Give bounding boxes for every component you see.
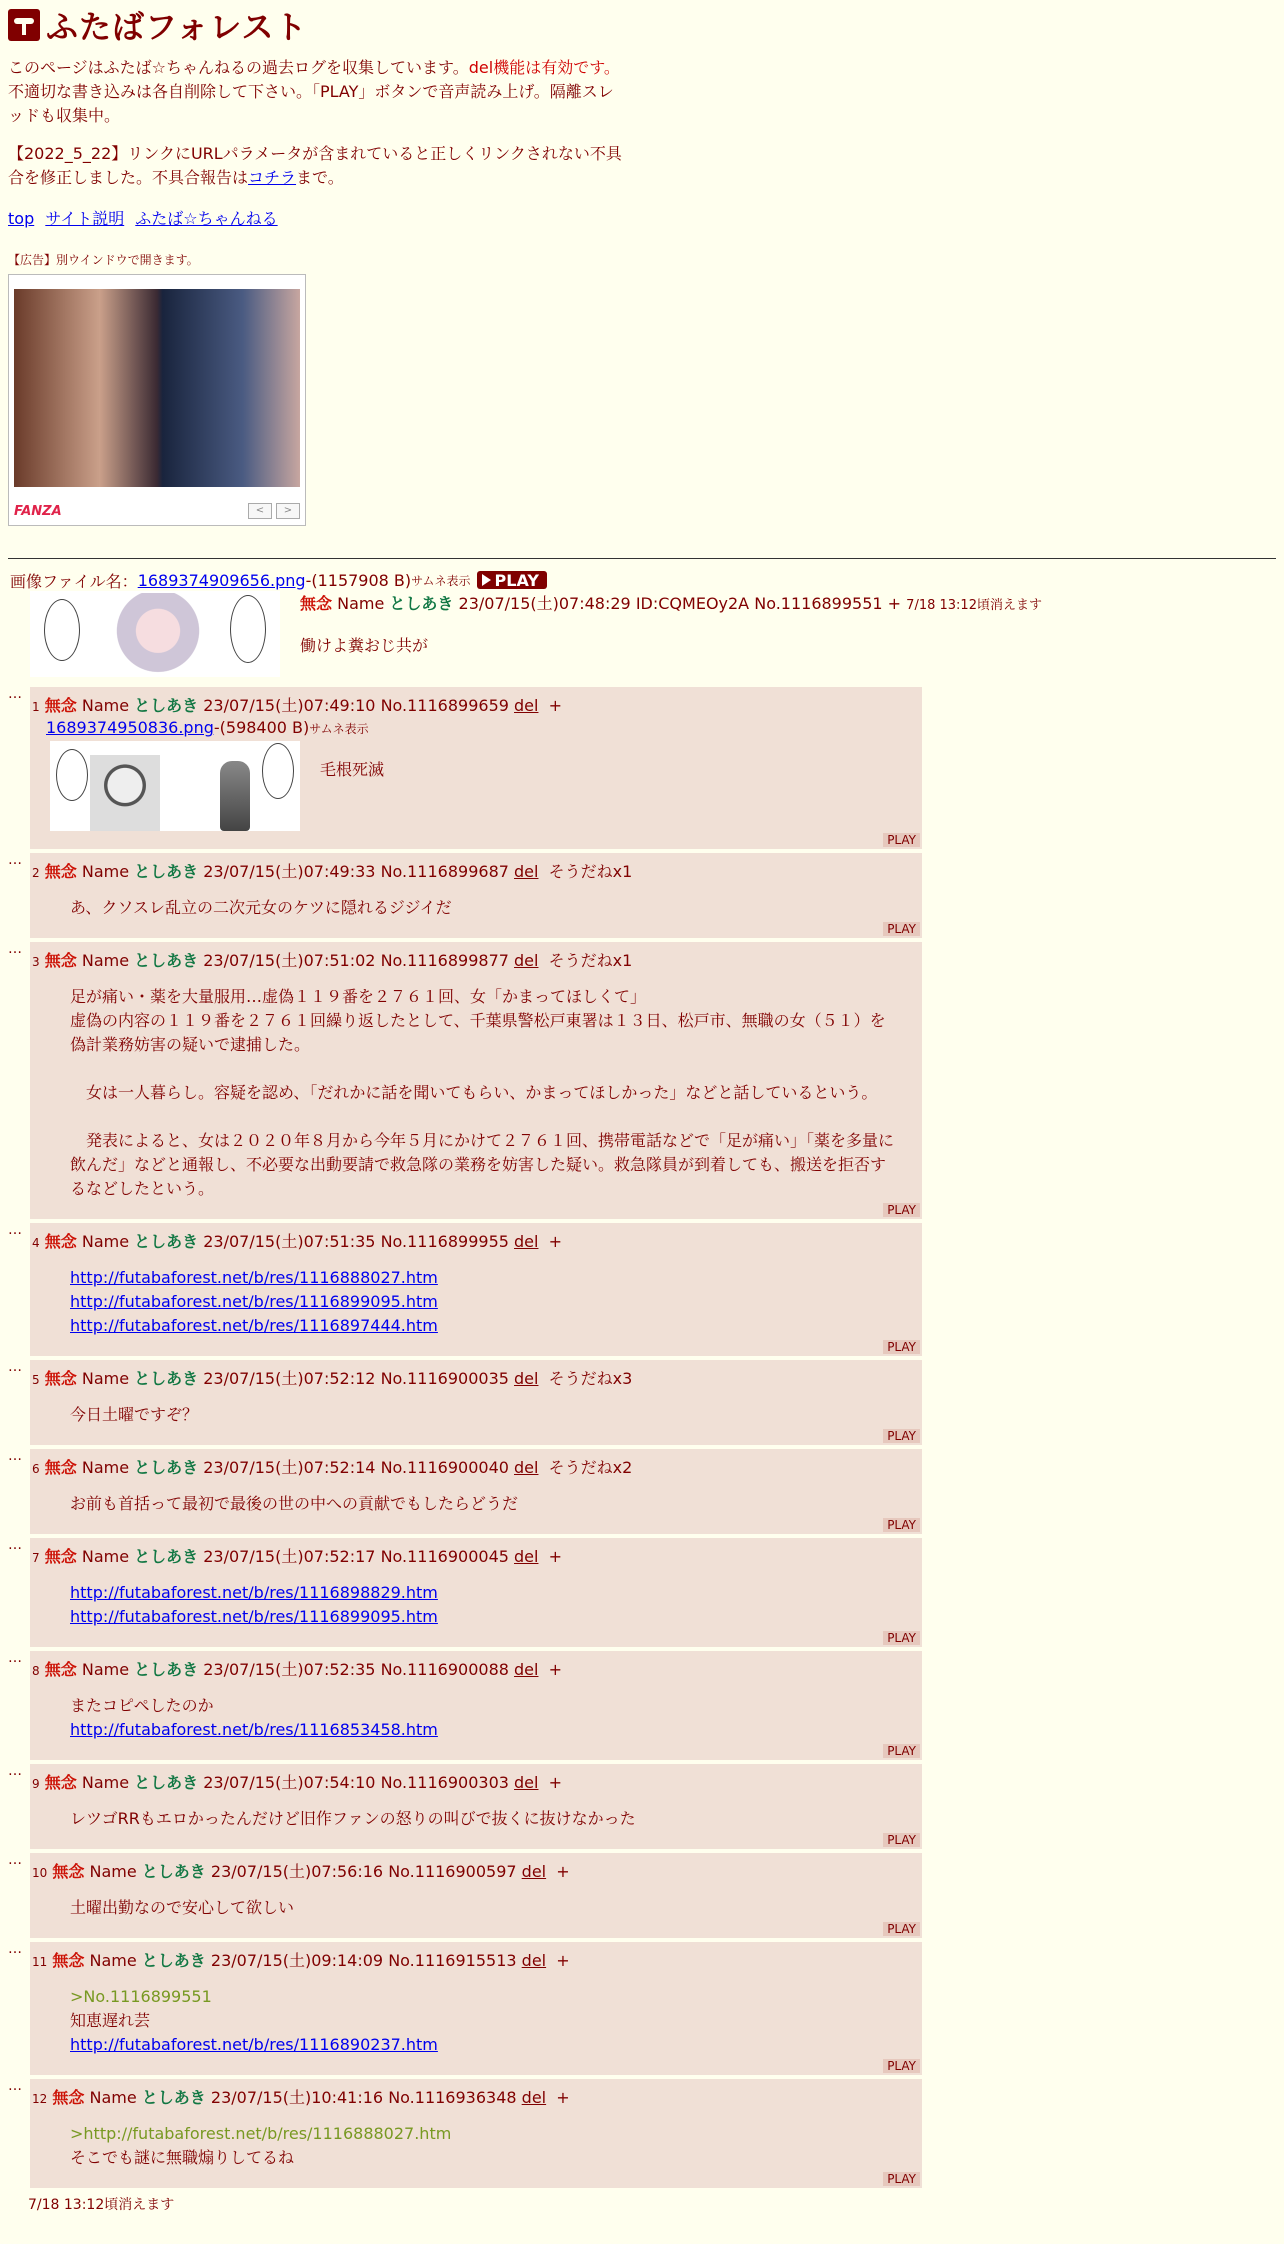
reply-message-block [70, 1694, 900, 1742]
reply-del-button[interactable]: del [514, 1232, 539, 1251]
reply-del-button[interactable]: del [521, 1951, 547, 1970]
reply-subject: 無念 [52, 1862, 85, 1881]
reply-post [30, 942, 922, 1219]
reply-number: 4 [32, 1236, 40, 1250]
reply-del-button[interactable]: del [514, 862, 539, 881]
notice-tail: まで。 [296, 168, 344, 187]
op-name-label: Name [337, 594, 385, 613]
op-file-size: -(1157908 B) [305, 570, 412, 590]
reply-row [8, 1764, 1276, 1849]
reply-message-block [70, 896, 900, 920]
reply-menu-icon[interactable]: … [8, 1537, 22, 1553]
reply-message-block [70, 1492, 900, 1516]
reply-row [8, 1449, 1276, 1534]
reply-file-link[interactable]: 1689374950836.png [46, 718, 214, 737]
ad-image[interactable] [14, 289, 300, 487]
reply-menu-icon[interactable]: … [8, 1448, 22, 1464]
reply-number: 10 [32, 1866, 48, 1880]
reply-sodane-button[interactable]: + [556, 2088, 570, 2107]
reply-subject: 無念 [44, 1369, 77, 1388]
nav-about-link[interactable]: サイト説明 [45, 209, 125, 228]
reply-header [32, 693, 922, 716]
reply-post [30, 853, 922, 938]
reply-row [8, 853, 1276, 938]
reply-thread-link[interactable]: http://futabaforest.net/b/res/1116897444.htm [70, 1316, 438, 1335]
thread-footer: 7/18 13:12頃消えます [28, 2197, 175, 2213]
ad-banner[interactable] [8, 274, 306, 526]
reply-post-no[interactable]: No.1116900035 [380, 1369, 509, 1388]
reply-sodane-button[interactable]: + [556, 1951, 570, 1970]
reply-row [8, 1360, 1276, 1445]
ad-nav [248, 503, 300, 519]
reply-poster-name: としあき [134, 951, 199, 970]
site-name[interactable]: ふたばフォレスト [46, 8, 308, 46]
thread-divider [8, 558, 1276, 559]
reply-sodane-button[interactable]: + [548, 1547, 563, 1566]
ad-prev-icon[interactable]: < [248, 503, 272, 519]
reply-number: 1 [32, 700, 40, 714]
reply-thread-link[interactable]: http://futabaforest.net/b/res/1116899095.htm [70, 1607, 438, 1626]
reply-message-block [70, 1985, 900, 2057]
reply-poster-name: としあき [134, 1773, 199, 1792]
reply-subject: 無念 [44, 1547, 77, 1566]
reply-menu-icon[interactable]: … [8, 1763, 22, 1779]
reply-number: 2 [32, 866, 40, 880]
bugfix-notice [8, 142, 628, 190]
reply-play-button[interactable]: PLAY [883, 1922, 920, 1936]
intro-part1: このページはふたば☆ちゃんねるの過去ログを収集しています。 [8, 58, 469, 77]
reply-image-row [50, 741, 922, 831]
reply-file-size: -(598400 B) [213, 718, 310, 737]
reply-poster-name: としあき [141, 1951, 206, 1970]
reply-post [30, 1942, 922, 2075]
reply-sodane-button[interactable]: + [548, 1660, 563, 1679]
ad-next-icon[interactable]: > [276, 503, 300, 519]
reply-thread-link[interactable]: http://futabaforest.net/b/res/1116898829.htm [70, 1583, 438, 1602]
reply-name-label: Name [81, 1547, 130, 1566]
reply-date: 23/07/15(土)07:52:35 [203, 1660, 376, 1679]
reply-name-label: Name [81, 951, 130, 970]
reply-thumb-label: サムネ表示 [309, 722, 369, 736]
reply-message-block [70, 1403, 900, 1427]
reply-post [30, 1449, 922, 1534]
reply-number: 8 [32, 1664, 40, 1678]
reply-post [30, 1538, 922, 1647]
reply-name-label: Name [81, 1232, 130, 1251]
reply-name-label: Name [89, 1862, 137, 1881]
reply-subject: 無念 [52, 2088, 85, 2107]
reply-number: 11 [32, 1955, 48, 1969]
reply-row [8, 1223, 1276, 1356]
reply-name-label: Name [81, 1369, 130, 1388]
reply-name-label: Name [81, 1773, 130, 1792]
op-header [300, 591, 1042, 614]
reply-poster-name: としあき [134, 1369, 199, 1388]
reply-post [30, 2079, 922, 2188]
reply-list [8, 687, 1276, 2188]
reply-date: 23/07/15(土)07:52:17 [203, 1547, 376, 1566]
op-sodane-button[interactable]: + [887, 594, 902, 613]
reply-menu-icon[interactable]: … [8, 686, 22, 702]
op-poster-name: としあき [389, 594, 454, 613]
reply-file-line [46, 718, 922, 737]
ad-note: 【広告】別ウインドウで開きます。 [8, 253, 199, 267]
reply-number: 12 [32, 2092, 48, 2106]
reply-header [32, 1544, 922, 1567]
reply-play-button[interactable]: PLAY [883, 1429, 920, 1443]
reply-date: 23/07/15(土)07:56:16 [210, 1862, 384, 1881]
reply-message-block [70, 1896, 900, 1920]
reply-post [30, 1853, 922, 1938]
report-link[interactable]: コチラ [248, 168, 297, 187]
reply-poster-name: としあき [141, 1862, 206, 1881]
reply-del-button[interactable]: del [514, 1660, 539, 1679]
reply-sodane-button[interactable]: そうだねx1 [548, 862, 633, 881]
reply-sodane-button[interactable]: + [548, 696, 563, 715]
reply-poster-name: としあき [134, 862, 199, 881]
reply-header [32, 1455, 922, 1478]
reply-sodane-button[interactable]: そうだねx3 [548, 1369, 633, 1388]
reply-play-button[interactable]: PLAY [883, 1518, 920, 1532]
speech-bubble-right [230, 595, 266, 663]
anime-face-image [108, 593, 208, 677]
reply-subject: 無念 [52, 1951, 85, 1970]
reply-post-no[interactable]: No.1116915513 [388, 1951, 517, 1970]
reply-post [30, 1223, 922, 1356]
reply-sodane-button[interactable]: そうだねx1 [548, 951, 633, 970]
reply-post-no[interactable]: No.1116900088 [380, 1660, 509, 1679]
reply-post-no[interactable]: No.1116900597 [388, 1862, 517, 1881]
reply-post [30, 1651, 922, 1760]
reply-row [8, 687, 1276, 849]
reply-number: 6 [32, 1462, 40, 1476]
reply-row [8, 1942, 1276, 2075]
op-id: ID:CQMEOy2A [635, 594, 750, 613]
reply-poster-name: としあき [134, 1458, 199, 1477]
reply-del-button[interactable]: del [514, 1369, 539, 1388]
reply-header [32, 948, 922, 971]
reply-play-button[interactable]: PLAY [883, 2172, 920, 2186]
op-thumbnail[interactable] [30, 591, 280, 677]
reply-post-no[interactable]: No.1116899659 [380, 696, 509, 715]
ostrich-image [220, 761, 250, 831]
reply-subject: 無念 [44, 1660, 77, 1679]
reply-date: 23/07/15(土)09:14:09 [210, 1951, 384, 1970]
reply-poster-name: としあき [134, 696, 199, 715]
reply-date: 23/07/15(土)07:51:35 [203, 1232, 376, 1251]
manga-man-image [90, 755, 160, 831]
reply-date: 23/07/15(土)10:41:16 [210, 2088, 384, 2107]
intro-text [8, 56, 628, 128]
reply-del-button[interactable]: del [514, 1458, 539, 1477]
reply-poster-name: としあき [134, 1232, 199, 1251]
reply-message-block [70, 1266, 900, 1338]
reply-header [32, 1770, 922, 1793]
reply-message-block [70, 1807, 900, 1831]
reply-message: 知恵遅れ芸 [70, 2011, 151, 2030]
reply-menu-icon[interactable]: … [8, 2078, 22, 2094]
reply-message: 今日土曜ですぞ？ [70, 1405, 199, 1424]
reply-date: 23/07/15(土)07:54:10 [203, 1773, 376, 1792]
intro-del-notice: del機能は有効です。 [468, 58, 620, 77]
reply-sodane-button[interactable]: + [556, 1862, 570, 1881]
reply-name-label: Name [81, 1660, 130, 1679]
reply-header [32, 1859, 922, 1882]
reply-play-button[interactable]: PLAY [883, 2059, 920, 2073]
reply-quote: >http://futabaforest.net/b/res/1116888027.htm [70, 2124, 452, 2143]
reply-name-label: Name [81, 1458, 130, 1477]
reply-message-block [70, 2122, 900, 2170]
reply-post-no[interactable]: No.1116900045 [380, 1547, 509, 1566]
reply-menu-icon[interactable]: … [8, 1852, 22, 1868]
op-post-no[interactable]: No.1116899551 [754, 594, 883, 613]
op-thumb-label: サムネ表示 [411, 573, 471, 588]
reply-menu-icon[interactable]: … [8, 852, 22, 868]
nav-links [8, 206, 1276, 229]
reply-number: 3 [32, 955, 40, 969]
reply-post [30, 1360, 922, 1445]
reply-subject: 無念 [44, 1232, 77, 1251]
intro-part2: 不適切な書き込みは各自削除して下さい。「PLAY」ボタンで音声読み上げ。隔離スレッドも収集中。 [8, 82, 614, 125]
reply-name-label: Name [89, 2088, 137, 2107]
speech-bubble-right [262, 743, 294, 799]
speech-bubble-left [56, 749, 88, 801]
reply-post [30, 1764, 922, 1849]
reply-date: 23/07/15(土)07:52:12 [203, 1369, 376, 1388]
file-label: 画像ファイル名： [10, 571, 138, 591]
reply-thread-link[interactable]: http://futabaforest.net/b/res/1116899095.htm [70, 1292, 438, 1311]
reply-play-button[interactable]: PLAY [883, 1203, 920, 1217]
reply-message: 足が痛い・薬を大量服用…虚偽１１９番を２７６１回、女「かまってほしくて」 虚偽の内容の１１９番を２７６１回繰り返したとして、千葉県警松戸東署は１３日、松戸市、無職の女（５１）を偽計業務妨害の疑いで逮捕した。 女は一人暮らし。容疑を認め、「だれかに話を聞いてもらい、かまってほしかった」などと話しているという。 発表によると、女は２０２０年８月から今年５月にかけて２７６１回、携帯電話などで「足が痛い」「薬を多量に飲んだ」などと通報し、不必要な出動要請で救急隊の業務を妨害した疑い。救急隊員が到着しても、搬送を拒否するなどしたという。 [70, 987, 895, 1198]
op-subject: 無念 [300, 594, 333, 613]
reply-thumbnail[interactable] [50, 741, 300, 831]
reply-del-button[interactable]: del [521, 1862, 547, 1881]
reply-del-button[interactable]: del [514, 951, 539, 970]
reply-header [32, 1657, 922, 1680]
reply-subject: 無念 [44, 1773, 77, 1792]
reply-row [8, 942, 1276, 1219]
reply-play-button[interactable]: PLAY [883, 1744, 920, 1758]
reply-row [8, 1853, 1276, 1938]
reply-menu-icon[interactable]: … [8, 1650, 22, 1666]
reply-thread-link[interactable]: http://futabaforest.net/b/res/1116890237.htm [70, 2035, 438, 2054]
reply-message-block [70, 1581, 900, 1629]
site-header [8, 6, 1276, 44]
reply-thread-link[interactable]: http://futabaforest.net/b/res/1116853458.htm [70, 1720, 438, 1739]
reply-message: またコピペしたのか [70, 1696, 214, 1715]
reply-poster-name: としあき [134, 1660, 199, 1679]
reply-row [8, 1651, 1276, 1760]
notice-text: 【2022_5_22】リンクにURLパラメータが含まれていると正しくリンクされない不具合を修正しました。不具合報告は [8, 144, 622, 187]
op-post [8, 591, 1276, 683]
reply-header [32, 1948, 922, 1971]
op-date: 23/07/15(土)07:48:29 [458, 594, 631, 613]
reply-message: お前も首括って最初で最後の世の中への貢献でもしたらどうだ [70, 1494, 519, 1513]
reply-message: そこでも謎に無職煽りしてるね [70, 2148, 295, 2167]
reply-play-button[interactable]: PLAY [883, 833, 920, 847]
reply-poster-name: としあき [134, 1547, 199, 1566]
reply-quote: >No.1116899551 [70, 1987, 212, 2006]
reply-number: 7 [32, 1551, 40, 1565]
reply-message-block [70, 985, 900, 1201]
reply-menu-icon[interactable]: … [8, 1359, 22, 1375]
reply-number: 9 [32, 1777, 40, 1791]
reply-header [32, 1366, 922, 1389]
reply-date: 23/07/15(土)07:52:14 [203, 1458, 376, 1477]
op-expire: 7/18 13:12頃消えます [906, 598, 1042, 613]
reply-name-label: Name [81, 696, 130, 715]
reply-subject: 無念 [44, 951, 77, 970]
reply-date: 23/07/15(土)07:49:10 [203, 696, 376, 715]
reply-header [32, 1229, 922, 1252]
reply-message: レツゴRRもエロかったんだけど旧作ファンの怒りの叫びで抜くに抜けなかった [70, 1809, 636, 1828]
op-file-line [10, 569, 1276, 591]
op-message: 働けよ糞おじ共が [300, 636, 429, 655]
op-play-label: PLAY [494, 570, 539, 590]
play-icon [482, 574, 491, 586]
reply-subject: 無念 [44, 696, 77, 715]
reply-row [8, 2079, 1276, 2188]
reply-message: 土曜出勤なので安心して欲しい [70, 1898, 295, 1917]
reply-del-button[interactable]: del [514, 1547, 539, 1566]
reply-name-label: Name [89, 1951, 137, 1970]
ad-brand-logo: FANZA [14, 504, 62, 519]
reply-menu-icon[interactable]: … [8, 941, 22, 957]
reply-menu-icon[interactable]: … [8, 1941, 22, 1957]
reply-poster-name: としあき [141, 2088, 206, 2107]
reply-play-button[interactable]: PLAY [883, 922, 920, 936]
reply-del-button[interactable]: del [521, 2088, 547, 2107]
reply-message: あ、クソスレ乱立の二次元女のケツに隠れるジジイだ [70, 898, 452, 917]
reply-post-no[interactable]: No.1116900303 [380, 1773, 509, 1792]
reply-del-button[interactable]: del [514, 1773, 539, 1792]
reply-post-no[interactable]: No.1116936348 [388, 2088, 517, 2107]
reply-post-no[interactable]: No.1116900040 [380, 1458, 509, 1477]
reply-post-no[interactable]: No.1116899877 [380, 951, 509, 970]
reply-message: 毛根死滅 [320, 760, 385, 779]
reply-post [30, 687, 922, 849]
reply-header [32, 859, 922, 882]
op-file-link[interactable]: 1689374909656.png [137, 570, 306, 590]
reply-menu-icon[interactable]: … [8, 1222, 22, 1238]
reply-sodane-button[interactable]: + [548, 1232, 563, 1251]
reply-number: 5 [32, 1373, 40, 1387]
nav-futaba-link[interactable]: ふたば☆ちゃんねる [135, 209, 278, 228]
speech-bubble-left [44, 599, 80, 661]
reply-post-no[interactable]: No.1116899955 [380, 1232, 509, 1251]
reply-date: 23/07/15(土)07:49:33 [203, 862, 376, 881]
reply-subject: 無念 [44, 862, 77, 881]
reply-play-button[interactable]: PLAY [883, 1631, 920, 1645]
reply-play-button[interactable]: PLAY [883, 1833, 920, 1847]
reply-sodane-button[interactable]: + [548, 1773, 563, 1792]
reply-post-no[interactable]: No.1116899687 [380, 862, 509, 881]
nav-top-link[interactable]: top [8, 209, 35, 228]
reply-thread-link[interactable]: http://futabaforest.net/b/res/1116888027.htm [70, 1268, 438, 1287]
op-play-button[interactable] [477, 571, 547, 589]
reply-sodane-button[interactable]: そうだねx2 [548, 1458, 633, 1477]
reply-name-label: Name [81, 862, 130, 881]
site-logo-icon[interactable] [8, 9, 40, 41]
reply-play-button[interactable]: PLAY [883, 1340, 920, 1354]
reply-date: 23/07/15(土)07:51:02 [203, 951, 376, 970]
reply-del-button[interactable]: del [514, 696, 539, 715]
reply-subject: 無念 [44, 1458, 77, 1477]
reply-header [32, 2085, 922, 2108]
reply-row [8, 1538, 1276, 1647]
